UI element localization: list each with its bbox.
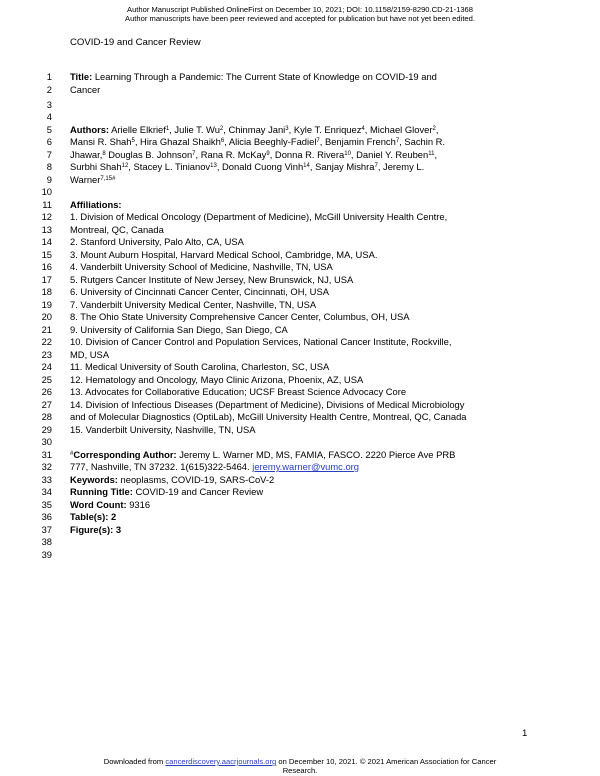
affiliation-line: 10. Division of Cancer Control and Population Services, National Cancer Institute, Rockville, [70, 336, 452, 347]
affiliation-line: Montreal, QC, Canada [70, 224, 164, 235]
line-number: 9 [46, 174, 52, 185]
line-number: 25 [41, 374, 52, 385]
table-count: Table(s): 2 [70, 511, 117, 522]
line-number: 36 [41, 511, 52, 522]
figure-count: Figure(s): 3 [70, 524, 122, 535]
authors-line-3: Jhawar,$^8$ Douglas B. Johnson$^7$, Rana R. McKay$^9$, Donna R. Rivera$^{10}$, Daniel Y. Reuben$^{11}$, [70, 149, 438, 160]
line-number: 15 [41, 249, 52, 260]
line-number: 22 [41, 336, 52, 347]
running-title: Running Title: COVID-19 and Cancer Review [70, 486, 264, 497]
line-number: 12 [41, 211, 52, 222]
line-number: 21 [41, 324, 52, 335]
corresponding-author-line-1: #Corresponding Author: Jeremy L. Warner MD, MS, FAMIA, FASCO. 2220 Pierce Ave PRB [70, 449, 456, 460]
line-number: 16 [41, 261, 52, 272]
line-number: 11 [42, 199, 52, 210]
title-line-2: Cancer [70, 84, 101, 95]
affiliation-line: 6. University of Cincinnati Cancer Center, Cincinnati, OH, USA [70, 286, 329, 297]
line-number: 4 [46, 111, 52, 122]
line-number: 30 [41, 436, 52, 447]
line-number: 33 [41, 474, 52, 485]
line-number: 18 [41, 286, 52, 297]
keywords: Keywords: neoplasms, COVID-19, SARS-CoV-2 [70, 474, 275, 485]
affiliation-line: 1. Division of Medical Oncology (Department of Medicine), McGill University Health Centre, [70, 211, 448, 222]
line-number: 20 [41, 311, 52, 322]
line-number: 34 [41, 486, 52, 497]
affiliation-line: 9. University of California San Diego, San Diego, CA [70, 324, 288, 335]
journal-link[interactable]: cancerdiscovery.aacrjournals.org [165, 757, 277, 766]
line-number: 2 [46, 84, 52, 95]
authors-line-5: Warner$^{7,15\#}$ [70, 174, 116, 185]
line-number: 32 [41, 461, 52, 472]
line-number: 31 [41, 449, 52, 460]
affiliation-line: 12. Hematology and Oncology, Mayo Clinic Arizona, Phoenix, AZ, USA [70, 374, 364, 385]
affiliation-line: MD, USA [70, 349, 110, 360]
affiliation-line: 11. Medical University of South Carolina, Charleston, SC, USA [70, 361, 330, 372]
affiliation-line: 13. Advocates for Collaborative Education; UCSF Breast Science Advocacy Core [70, 386, 407, 397]
line-number: 26 [41, 386, 52, 397]
line-number: 13 [41, 224, 52, 235]
line-number: 39 [41, 549, 52, 560]
line-number: 23 [41, 349, 52, 360]
line-number: 5 [46, 124, 52, 135]
affiliation-line: 3. Mount Auburn Hospital, Harvard Medical School, Cambridge, MA, USA. [70, 249, 378, 260]
line-number: 17 [41, 274, 52, 285]
manuscript-notice: Author Manuscript Published OnlineFirst on December 10, 2021; DOI: 10.1158/2159-8290.CD-21-1368 [127, 5, 473, 14]
authors-line-4: Surbhi Shah$^{12}$, Stacey L. Tinianov$^{13}$, Donald Cuong Vinh$^{14}$, Sanjay Mishra$^7$, Jeremy L. [70, 161, 425, 172]
authors-line-2: Mansi R. Shah$^5$, Hira Ghazal Shaikh$^6$, Alicia Beeghly-Fadiel$^7$, Benjamin French$^7$, Sachin R. [70, 136, 446, 147]
affiliation-line: 7. Vanderbilt University Medical Center, Nashville, TN, USA [70, 299, 317, 310]
affiliations-heading: Affiliations: [70, 199, 122, 210]
word-count: Word Count: 9316 [70, 499, 151, 510]
page-number: 1 [522, 728, 528, 739]
line-number: 14 [41, 236, 52, 247]
affiliation-line: 14. Division of Infectious Diseases (Department of Medicine), Divisions of Medical Microbiology [70, 399, 465, 410]
running-head: COVID-19 and Cancer Review [70, 37, 201, 48]
affiliation-line: and of Molecular Diagnostics (OptiLab), McGill University Health Centre, Montreal, QC, Canada [70, 411, 467, 422]
line-number: 37 [41, 524, 52, 535]
line-number: 19 [41, 299, 52, 310]
download-footer: Downloaded from cancerdiscovery.aacrjournals.org on December 10, 2021. © 2021 American Association for Cancer [103, 757, 497, 766]
affiliation-line: 5. Rutgers Cancer Institute of New Jersey, New Brunswick, NJ, USA [70, 274, 354, 285]
download-footer-line-2: Research. [282, 766, 318, 775]
affiliation-line: 2. Stanford University, Palo Alto, CA, USA [70, 236, 244, 247]
line-number: 27 [41, 399, 52, 410]
affiliation-line: 8. The Ohio State University Comprehensive Cancer Center, Columbus, OH, USA [70, 311, 410, 322]
affiliation-line: 4. Vanderbilt University School of Medicine, Nashville, TN, USA [70, 261, 333, 272]
line-number: 35 [41, 499, 52, 510]
line-number: 7 [46, 149, 52, 160]
manuscript-disclaimer: Author manuscripts have been peer reviewed and accepted for publication but have not yet been edited. [125, 14, 475, 23]
line-number: 28 [41, 411, 52, 422]
affiliation-line: 15. Vanderbilt University, Nashville, TN, USA [70, 424, 256, 435]
authors-line-1: Authors: Arielle Elkrief$^1$, Julie T. Wu$^2$, Chinmay Jani$^3$, Kyle T. Enriquez$^4$, Michael Glover$^2$, [70, 124, 439, 135]
line-number: 38 [41, 536, 52, 547]
line-number: 8 [46, 161, 52, 172]
line-number: 1 [46, 71, 52, 82]
line-number: 29 [41, 424, 52, 435]
line-number: 6 [46, 136, 52, 147]
line-number: 10 [41, 186, 52, 197]
email-link[interactable]: jeremy.warner@vumc.org [252, 461, 360, 472]
line-number: 24 [41, 361, 52, 372]
title-line-1: Title: Learning Through a Pandemic: The Current State of Knowledge on COVID-19 and [70, 71, 437, 82]
corresponding-author-line-2: 777, Nashville, TN 37232. 1(615)322-5464. jeremy.warner@vumc.org [70, 461, 360, 472]
line-number: 3 [46, 99, 52, 110]
